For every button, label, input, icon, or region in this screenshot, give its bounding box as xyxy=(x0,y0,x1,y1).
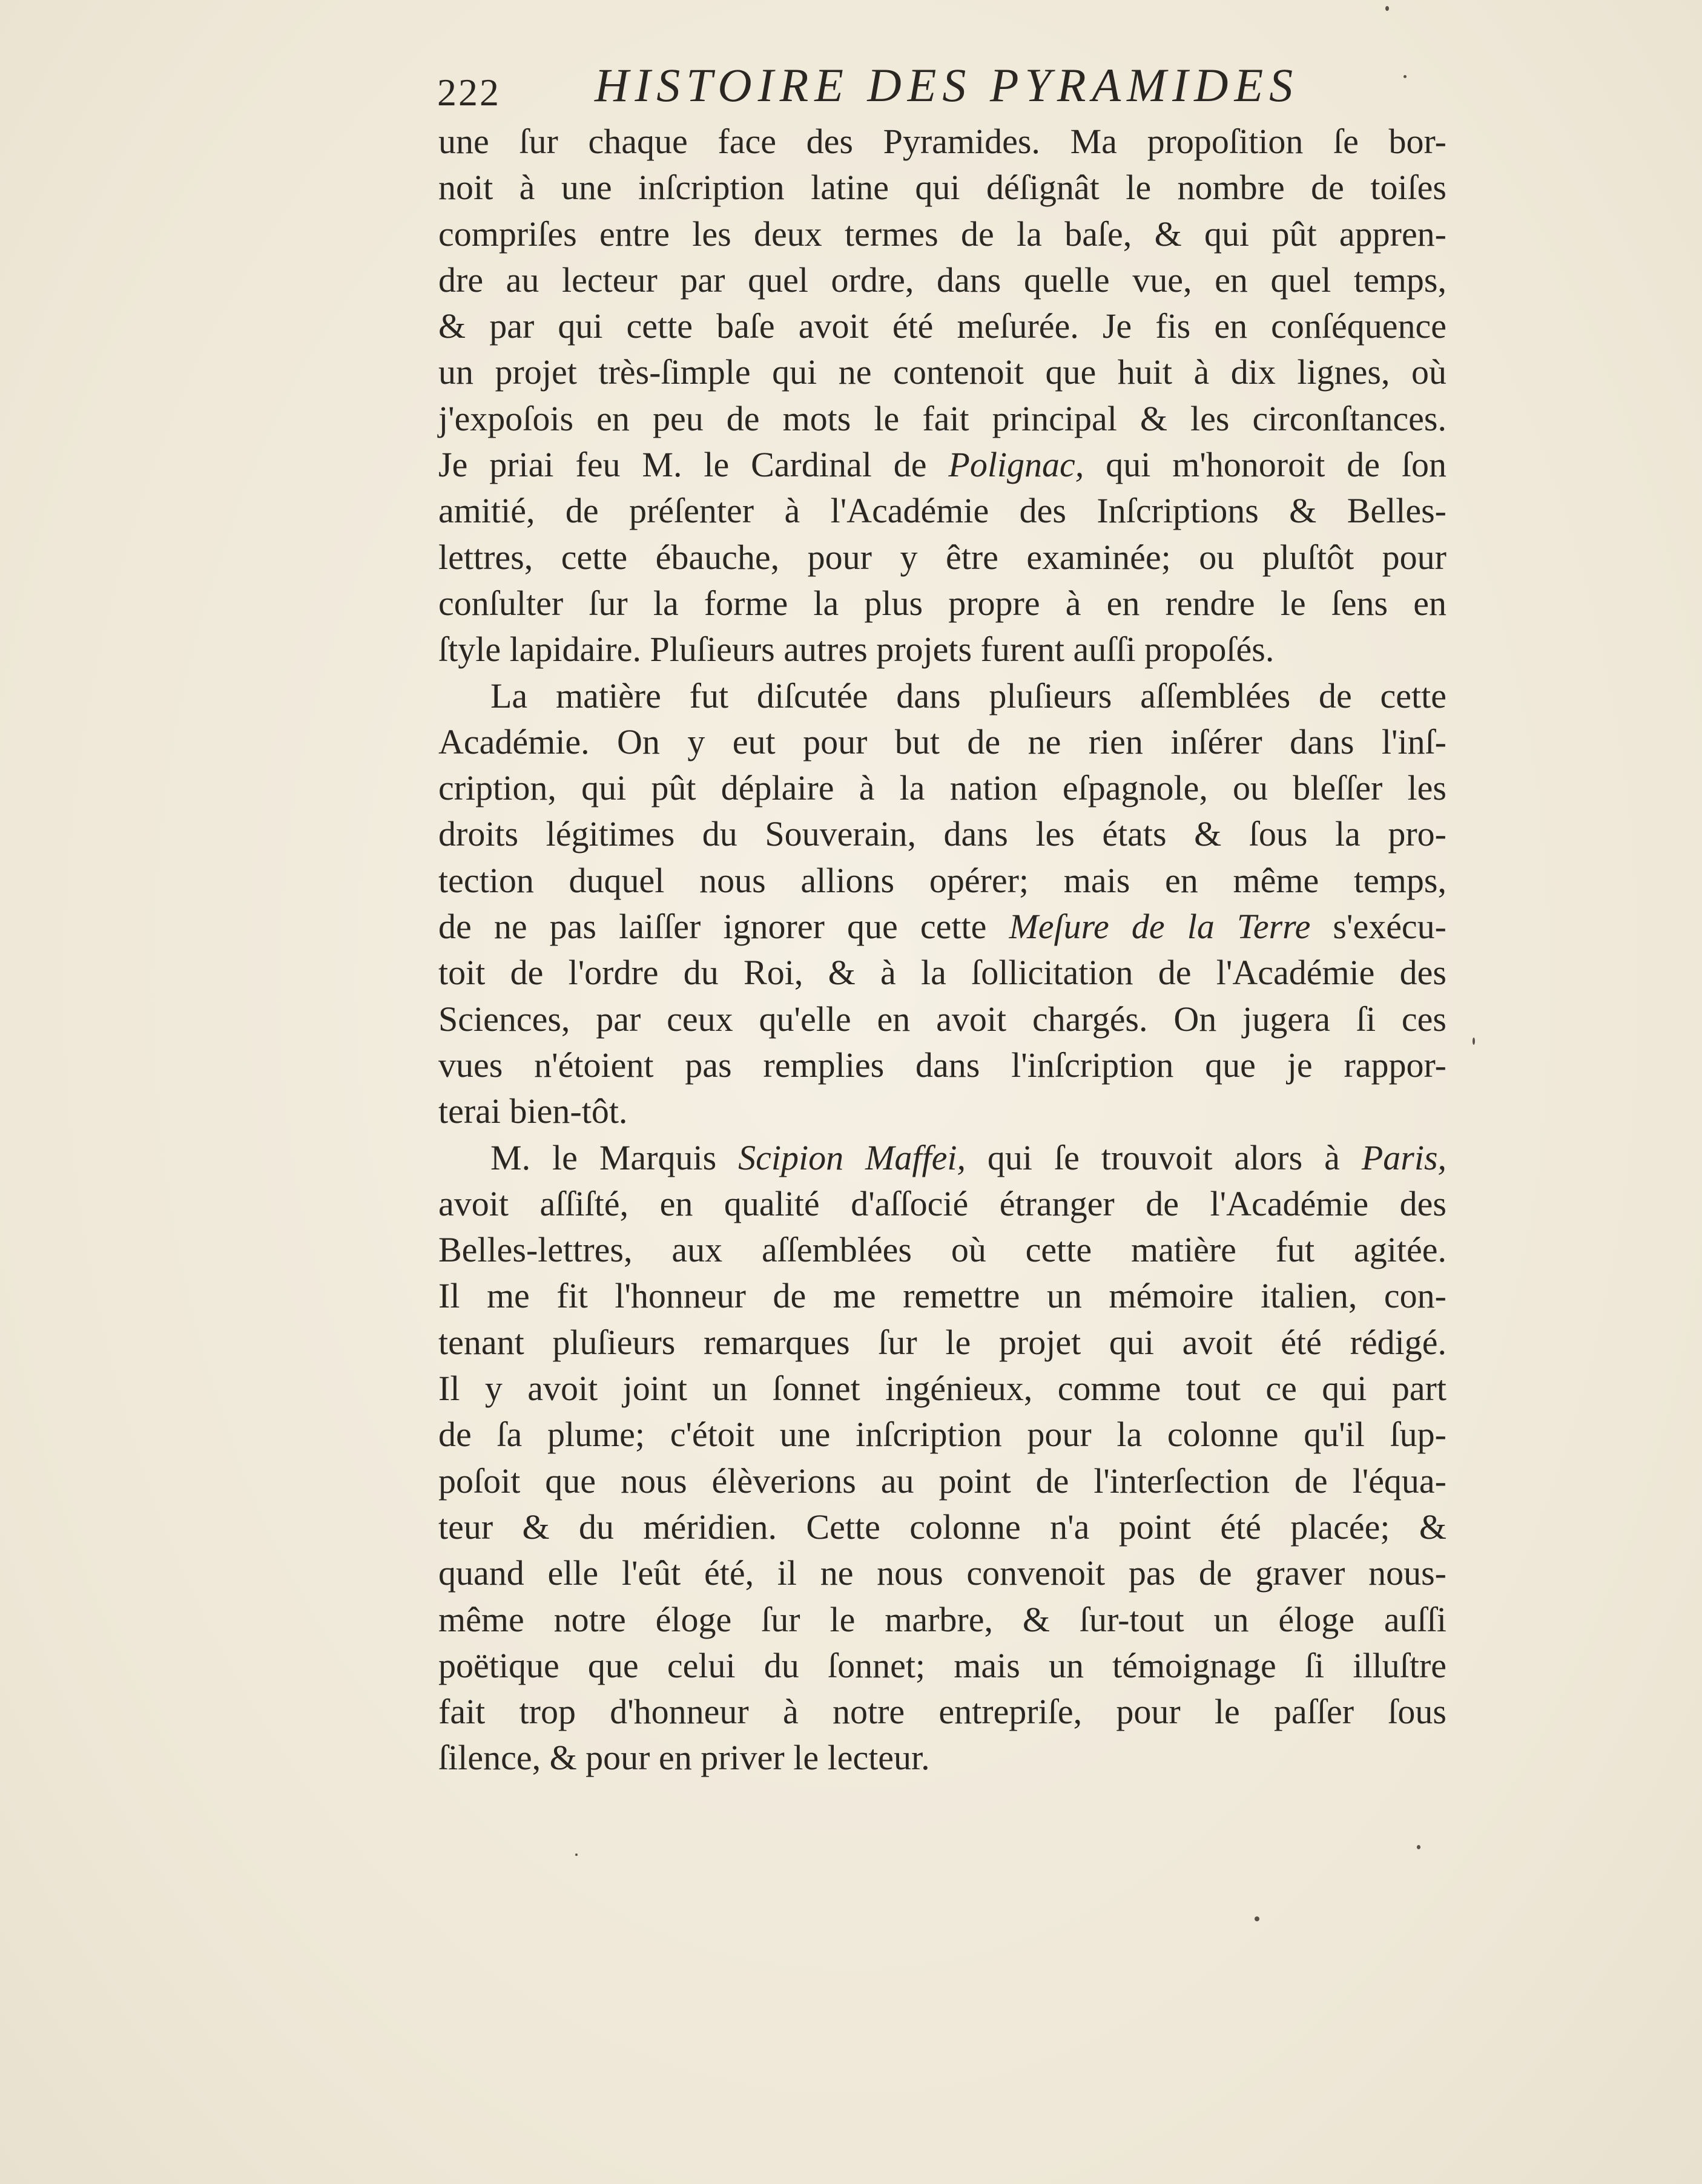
text-run: qui ſe trouvoit alors à xyxy=(965,1137,1362,1177)
text-line xyxy=(438,1181,1446,1227)
text-run: Sciences, par ceux qu'elle en avoit chargés. On jugera ſi ces xyxy=(438,999,1446,1039)
text-run: une ſur chaque face des Pyramides. Ma propoſition ſe bor- xyxy=(438,122,1446,161)
text-run: fait trop d'honneur à notre entrepriſe, pour le paſſer ſous xyxy=(438,1692,1446,1732)
text-line xyxy=(438,858,1446,904)
text-run: Il me fit l'honneur de me remettre un mémoire italien, con- xyxy=(438,1276,1446,1316)
text-run: La matière fut diſcutée dans pluſieurs aſſemblées de cette xyxy=(490,676,1446,715)
italic-text-run: Paris, xyxy=(1361,1137,1447,1177)
text-run: Je priai feu M. le Cardinal de xyxy=(438,445,949,485)
text-line xyxy=(438,1504,1446,1550)
text-line xyxy=(438,1042,1446,1088)
paper-speck xyxy=(1255,1916,1259,1921)
text-line xyxy=(438,581,1446,627)
text-run: qui m'honoroit de ſon xyxy=(1084,445,1446,485)
text-run: Il y avoit joint un ſonnet ingénieux, comme tout ce qui part xyxy=(438,1369,1446,1409)
italic-text-run: Polignac, xyxy=(948,445,1084,485)
paper-speck xyxy=(1417,1845,1420,1849)
text-run: Académie. On y eut pour but de ne rien inſérer dans l'inſ- xyxy=(438,722,1446,761)
text-run: terai bien-tôt. xyxy=(438,1091,628,1131)
paper-speck xyxy=(575,1853,578,1856)
text-line xyxy=(438,442,1446,488)
text-run: tenant pluſieurs remarques ſur le projet qui avoit été rédigé. xyxy=(438,1322,1446,1362)
text-line xyxy=(438,627,1446,673)
text-line xyxy=(438,1366,1446,1412)
text-line xyxy=(438,1135,1446,1181)
paper-speck xyxy=(1473,1038,1475,1045)
text-line xyxy=(438,1412,1446,1458)
text-line xyxy=(438,811,1446,857)
text-run: droits légitimes du Souverain, dans les états & ſous la pro- xyxy=(438,814,1446,854)
text-line xyxy=(438,349,1446,395)
paper-speck xyxy=(1403,75,1407,78)
text-line xyxy=(438,1550,1446,1596)
text-run: amitié, de préſenter à l'Académie des Inſcriptions & Belles- xyxy=(438,491,1446,531)
italic-text-run: Scipion Maffei, xyxy=(738,1137,966,1177)
running-title: HISTOIRE DES PYRAMIDES xyxy=(595,59,1299,111)
text-run: ſilence, & pour en priver le lecteur. xyxy=(438,1738,930,1778)
text-line xyxy=(438,1227,1446,1273)
paper-speck xyxy=(1385,6,1389,11)
text-line xyxy=(438,119,1446,165)
text-run: avoit aſſiſté, en qualité d'aſſocié étranger de l'Académie des xyxy=(438,1183,1446,1223)
text-run: conſulter ſur la forme la plus propre à en rendre le ſens en xyxy=(438,583,1446,623)
running-head xyxy=(437,58,1418,125)
text-run: de ſa plume; c'étoit une inſcription pour la colonne qu'il ſup- xyxy=(438,1415,1446,1455)
text-line xyxy=(438,303,1446,349)
text-run: quand elle l'eût été, il ne nous convenoit pas de graver nous- xyxy=(438,1553,1446,1593)
text-run: toit de l'ordre du Roi, & à la ſollicitation de l'Académie des xyxy=(438,953,1446,993)
text-run: de ne pas laiſſer ignorer que cette xyxy=(438,907,1009,947)
text-line xyxy=(438,904,1446,950)
text-run: & par qui cette baſe avoit été meſurée. Je fis en conſéquence xyxy=(438,306,1446,346)
text-line xyxy=(438,488,1446,534)
text-line xyxy=(438,765,1446,811)
text-line xyxy=(438,1458,1446,1504)
text-line xyxy=(438,534,1446,581)
text-line xyxy=(438,719,1446,765)
text-line xyxy=(438,1643,1446,1689)
text-line xyxy=(438,950,1446,996)
italic-text-run: Meſure de la Terre xyxy=(1009,907,1311,947)
body-text xyxy=(438,119,1446,1781)
text-run: ſtyle lapidaire. Pluſieurs autres projets furent auſſi propoſés. xyxy=(438,630,1275,669)
text-run: s'exécu- xyxy=(1310,907,1446,947)
text-run: vues n'étoient pas remplies dans l'inſcription que je rappor- xyxy=(438,1045,1446,1085)
text-line xyxy=(438,165,1446,211)
text-run: poſoit que nous élèverions au point de l'interſection de l'équa- xyxy=(438,1461,1446,1501)
text-run: j'expoſois en peu de mots le fait principal & les circonſtances. xyxy=(438,398,1446,438)
text-run: noit à une inſcription latine qui déſignât le nombre de toiſes xyxy=(438,168,1446,208)
text-run: lettres, cette ébauche, pour y être examinée; ou pluſtôt pour xyxy=(438,537,1446,577)
text-line xyxy=(438,1273,1446,1319)
text-run: un projet très-ſimple qui ne contenoit que huit à dix lignes, où xyxy=(438,352,1446,392)
text-line xyxy=(438,257,1446,303)
text-line xyxy=(438,1735,1446,1781)
text-run: compriſes entre les deux termes de la baſe, & qui pût appren- xyxy=(438,214,1446,254)
page-number: 222 xyxy=(437,71,501,114)
text-run: tection duquel nous allions opérer; mais en même temps, xyxy=(438,860,1446,900)
text-line xyxy=(438,211,1446,257)
text-line xyxy=(438,673,1446,719)
text-run: dre au lecteur par quel ordre, dans quelle vue, en quel temps, xyxy=(438,260,1446,300)
text-line xyxy=(438,1597,1446,1643)
text-run: Belles-lettres, aux aſſemblées où cette matière fut agitée. xyxy=(438,1230,1446,1270)
text-run: cription, qui pût déplaire à la nation eſpagnole, ou bleſſer les xyxy=(438,768,1446,808)
text-run: poëtique que celui du ſonnet; mais un témoignage ſi illuſtre xyxy=(438,1645,1446,1685)
text-line xyxy=(438,996,1446,1042)
text-line xyxy=(438,1088,1446,1134)
text-run: même notre éloge ſur le marbre, & ſur-tout un éloge auſſi xyxy=(438,1599,1446,1639)
text-run: M. le Marquis xyxy=(490,1137,739,1177)
text-line xyxy=(438,396,1446,442)
text-line xyxy=(438,1689,1446,1735)
text-line xyxy=(438,1320,1446,1366)
text-run: teur & du méridien. Cette colonne n'a point été placée; & xyxy=(438,1507,1446,1547)
